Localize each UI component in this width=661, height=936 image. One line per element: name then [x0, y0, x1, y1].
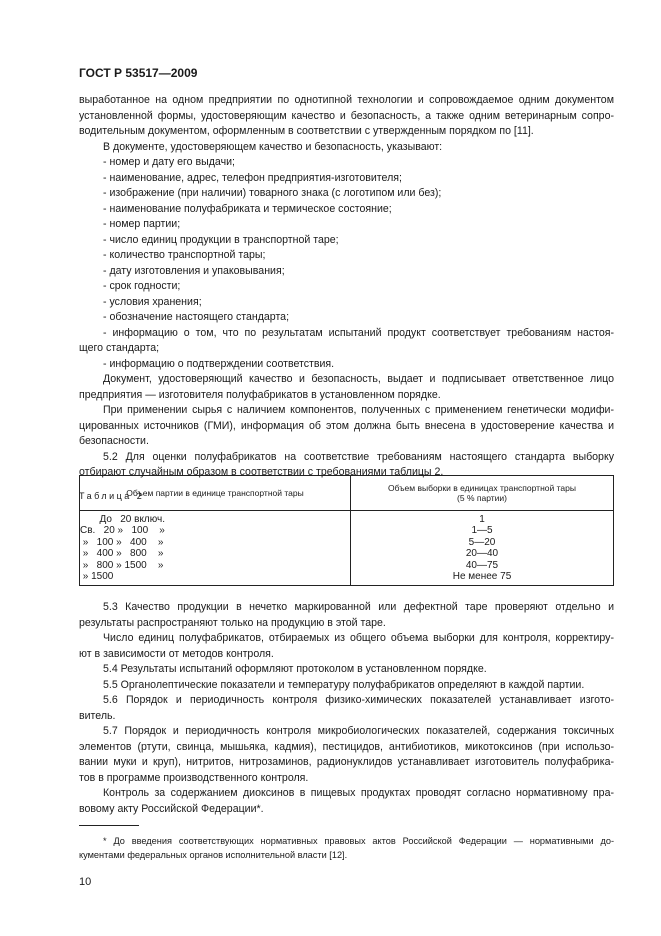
text-line: цированных источников (ГМИ), информация об этом должна быть внесена в удостоверение качества и	[79, 419, 614, 432]
text-line: - обозначение настоящего стандарта;	[103, 311, 290, 323]
table-cell: » 800 » 1500 »	[80, 559, 164, 571]
table-cell: 5—20	[468, 536, 496, 548]
text-line: - наименование полуфабриката и термическое состояние;	[103, 202, 392, 215]
text-line: 5.7 Порядок и периодичность контроля микробиологических показателей, содержания токсичных	[103, 725, 614, 737]
text-line: витель.	[79, 709, 116, 722]
table-cell: Св. 20 » 100 »	[80, 525, 165, 537]
table-cell: 1—5	[471, 525, 493, 537]
text-line: предприятия — изготовителя полуфабрикатов в установленном порядке.	[79, 388, 441, 401]
text-line: В документе, удостоверяющем качество и безопасность, указывают:	[103, 140, 443, 153]
text-line: водительным документом, оформленным в соответствии с утвержденным порядком по [11].	[79, 125, 534, 137]
table-header-sample-size	[351, 476, 614, 511]
table-cell: » 400 » 800 »	[80, 548, 164, 560]
sample-size-table	[79, 475, 614, 586]
text-line: вовому акту Российской Федерации*.	[79, 802, 264, 815]
text-line: - информацию о подтверждении соответствия.	[103, 357, 335, 370]
text-line: 5.3 Качество продукции в нечетко маркированной или дефектной таре проверяют отдельно и	[103, 601, 614, 613]
text-line: выработанное на одном предприятии по однотипной технологии и сопровождаемое одним документом	[79, 94, 614, 106]
table-cell: 40—75	[465, 559, 499, 571]
text-line: 5.5 Органолептические показатели и температуру полуфабрикатов определяют в каждой партии.	[103, 678, 585, 691]
text-line: щего стандарта;	[79, 342, 160, 354]
table-cell: 20—40	[465, 548, 499, 560]
text-line: Число единиц полуфабрикатов, отбираемых из общего объема выборки для контроля, корректиру-	[103, 632, 614, 644]
text-line: вании муки и круп), нитритов, нитрозаминов, радионуклидов устанавливает изготовитель полуфабрика-	[79, 756, 614, 768]
text-line: ют в зависимости от методов контроля.	[79, 647, 274, 660]
text-line: - дату изготовления и упаковывания;	[103, 264, 285, 277]
header-line: (5 % партии)	[457, 493, 507, 503]
text-line: - номер партии;	[103, 218, 181, 230]
text-line: 5.4 Результаты испытаний оформляют протоколом в установленном порядке.	[103, 663, 487, 675]
table-cell: » 100 » 400 »	[80, 536, 164, 548]
text-line: установленной формы, удостоверяющим качество и безопасность, а также одним ветеринарным сопро-	[79, 109, 614, 122]
text-line: - количество транспортной тары;	[103, 249, 266, 261]
header-line: Объем выборки в единицах транспортной тары	[388, 483, 576, 493]
text-line: - срок годности;	[103, 280, 181, 292]
text-line: - изображение (при наличии) товарного знака (с логотипом или без);	[103, 187, 442, 199]
table-cell: До 20 включ.	[80, 514, 166, 525]
text-line: безопасности.	[79, 435, 149, 447]
table-cell: 1	[479, 514, 485, 525]
footnote-divider	[79, 825, 139, 826]
text-line: тов в программе производственного контроля.	[79, 771, 309, 784]
sample-size-column	[351, 511, 614, 586]
lot-size-column	[80, 511, 351, 586]
table-header-lot-size: Объем партии в единице транспортной тары	[80, 476, 351, 511]
text-line: - наименование, адрес, телефон предприятия-изготовителя;	[103, 171, 402, 184]
table-cell: Не менее 75	[452, 571, 512, 583]
text-line: Документ, удостоверяющий качество и безопасность, выдает и подписывает ответственное лицо	[103, 373, 614, 385]
page-number: 10	[79, 876, 92, 888]
footnote-line: кументами федеральных органов исполнительной власти [12].	[79, 850, 348, 860]
text-line: результаты распространяют только на продукцию в этой таре.	[79, 616, 386, 629]
text-line: - условия хранения;	[103, 295, 202, 308]
text-line: - номер и дату его выдачи;	[103, 156, 235, 168]
text-line: При применении сырья с наличием компонентов, полученных с применением генетически модифи-	[103, 404, 614, 416]
text-line: отбирают случайным образом в соответствии с требованиями таблицы 2.	[79, 466, 444, 478]
table-cell: » 1500	[80, 571, 114, 583]
text-line: - информацию о том, что по результатам испытаний продукт соответствует требованиям настоя-	[103, 326, 614, 339]
text-line: элементов (ртути, свинца, мышьяка, кадмия), пестицидов, антибиотиков, микотоксинов (при использо-	[79, 740, 614, 753]
text-line: 5.6 Порядок и периодичность контроля физико-химических показателей устанавливает изгото-	[103, 694, 614, 706]
text-line: 5.2 Для оценки полуфабрикатов на соответствие требованиям настоящего стандарта выборку	[103, 450, 614, 463]
document-header: ГОСТ Р 53517—2009	[79, 66, 198, 80]
table-caption: Таблица 2	[79, 491, 145, 501]
text-line: Контроль за содержанием диоксинов в пищевых продуктах проводят согласно нормативному пра-	[103, 787, 614, 799]
footnote-line: * До введения соответствующих нормативных правовых актов Российской Федерации — нормативными до-	[103, 836, 614, 846]
text-line: - число единиц продукции в транспортной таре;	[103, 233, 339, 246]
